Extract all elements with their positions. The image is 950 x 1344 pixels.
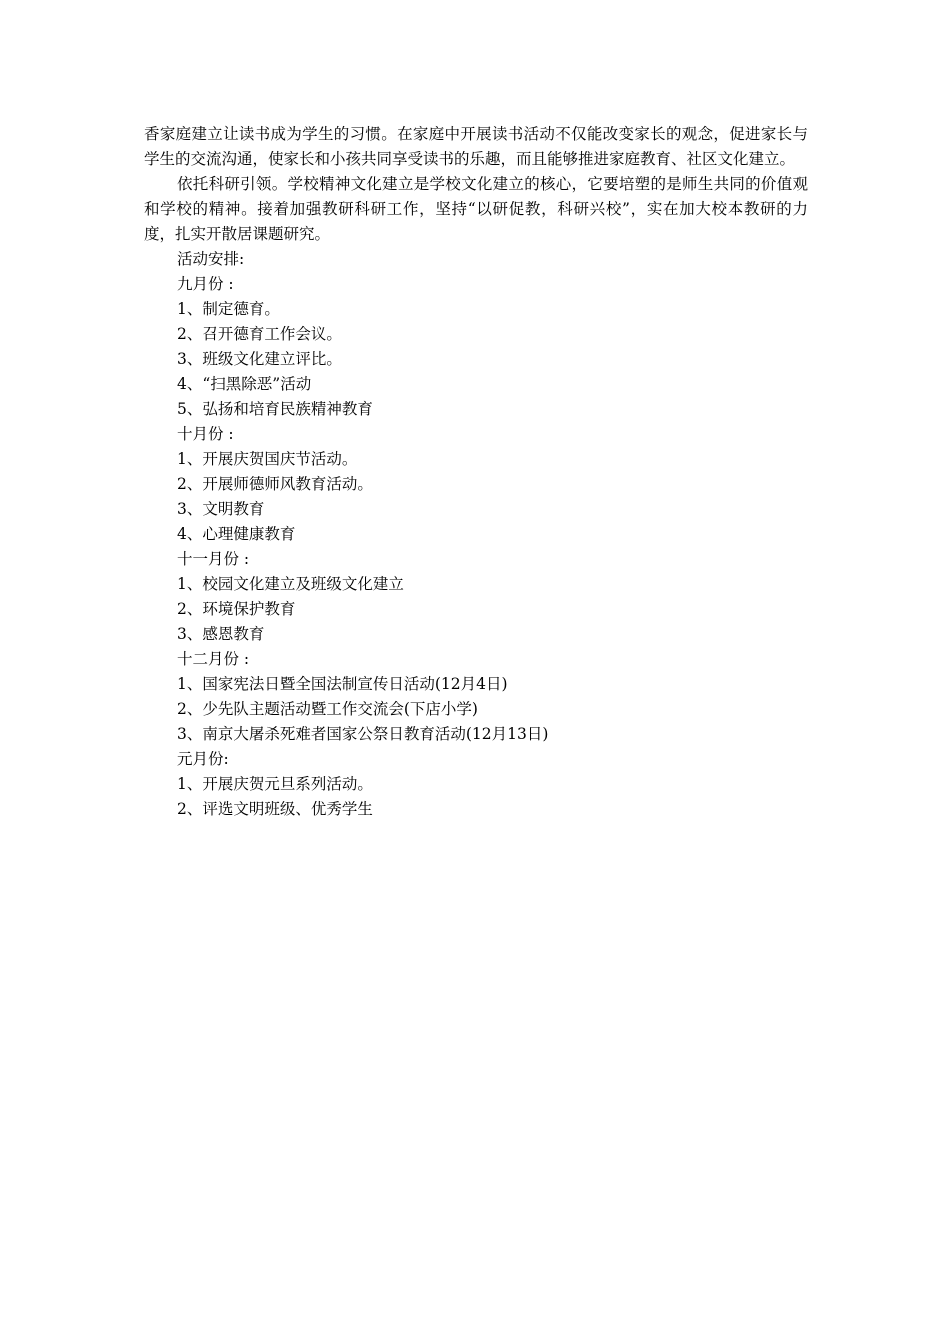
list-item: 3、班级文化建立评比。 <box>177 350 342 368</box>
list-item: 1、制定德育。 <box>177 300 280 318</box>
month-heading-january: 元月份: <box>177 750 229 768</box>
list-item: 2、少先队主题活动暨工作交流会(下店小学) <box>177 700 478 718</box>
month-heading-december: 十二月份 : <box>177 650 250 668</box>
paragraph-family-reading: 香家庭建立让读书成为学生的习惯。在家庭中开展读书活动不仅能改变家长的观念，促进家长与学生的交流沟通，使家长和小孩共同享受读书的乐趣，而且能够推进家庭教育、社区文化建立。 <box>144 125 808 168</box>
paragraph-research: 依托科研引领。学校精神文化建立是学校文化建立的核心，它要培塑的是师生共同的价值观和学校的精神。接着加强教研科研工作，坚持“以研促教，科研兴校”，实在加大校本教研的力度，扎实开散居课题研究。 <box>144 175 808 243</box>
list-item: 4、“扫黑除恶”活动 <box>177 375 312 393</box>
list-item: 3、南京大屠杀死难者国家公祭日教育活动(12月13日) <box>177 725 549 743</box>
list-item: 2、召开德育工作会议。 <box>177 325 342 343</box>
list-item: 4、心理健康教育 <box>177 525 296 543</box>
list-item: 1、校园文化建立及班级文化建立 <box>177 575 404 593</box>
list-item: 3、文明教育 <box>177 500 265 518</box>
list-item: 1、国家宪法日暨全国法制宣传日活动(12月4日) <box>177 675 508 693</box>
list-item: 1、开展庆贺元旦系列活动。 <box>177 775 373 793</box>
list-item: 2、评选文明班级、优秀学生 <box>177 800 373 818</box>
schedule-heading: 活动安排: <box>177 250 245 268</box>
list-item: 3、感恩教育 <box>177 625 265 643</box>
month-heading-november: 十一月份 : <box>177 550 250 568</box>
month-heading-september: 九月份 : <box>177 275 234 293</box>
month-heading-october: 十月份 : <box>177 425 234 443</box>
document-page <box>144 122 808 822</box>
list-item: 2、环境保护教育 <box>177 600 296 618</box>
list-item: 5、弘扬和培育民族精神教育 <box>177 400 373 418</box>
list-item: 1、开展庆贺国庆节活动。 <box>177 450 358 468</box>
list-item: 2、开展师德师风教育活动。 <box>177 475 373 493</box>
